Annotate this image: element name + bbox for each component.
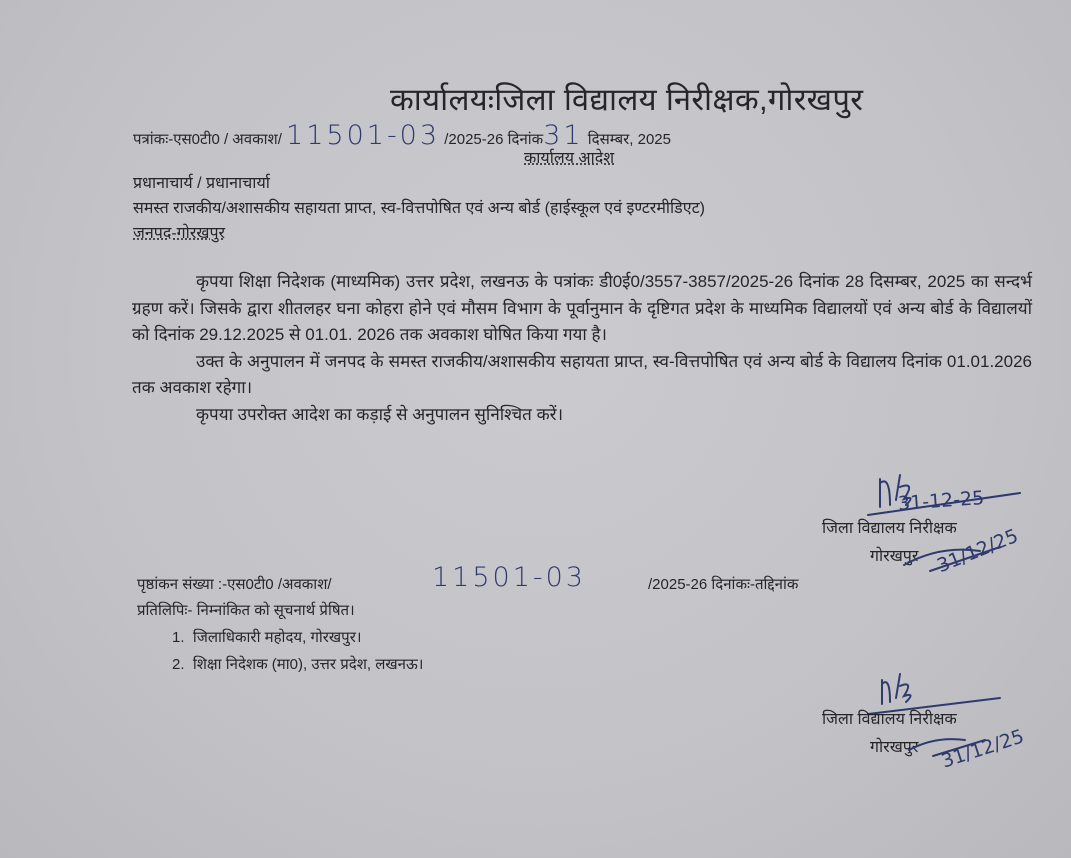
addressee-line-3: जनपद-गोरखपुर [133, 225, 226, 242]
signature-1-date-stamp: 31/12/25 [933, 524, 1022, 578]
signature-2-designation: जिला विद्यालय निरीक्षक [822, 711, 957, 728]
ref-prefix: पत्रांकः-एस0टी0 / अवकाश/ [133, 131, 282, 148]
ref-number-handwritten: 11501-03 [286, 120, 441, 151]
addressee-line-2: समस्त राजकीय/अशासकीय सहायता प्राप्त, स्व-वित्तपोषित एवं अन्य बोर्ड (हाईस्कूल एवं इण्टरमीडिएट) [133, 200, 705, 217]
addressee-line-1: प्रधानाचार्य / प्रधानाचार्या [133, 175, 270, 192]
paragraph-2: उक्त के अनुपालन में जनपद के समस्त राजकीय/अशासकीय सहायता प्राप्त, स्व-वित्तपोषित एवं अन्य बोर्ड के विद्यालय दिनांक 01.01.2026 तक अवकाश रहेगा। [132, 351, 1032, 398]
ref-day-handwritten: 31 [543, 120, 584, 151]
recipient-2: 2. शिक्षा निदेशक (मा0), उत्तर प्रदेश, लखनऊ। [172, 656, 424, 673]
ref-suffix: /2025-26 दिनांक [444, 131, 544, 148]
office-title: कार्यालयःजिला विद्यालय निरीक्षक,गोरखपुर [390, 82, 864, 117]
order-heading: कार्यालय आदेश [524, 150, 615, 167]
endorsement-number-handwritten: 11501-03 [432, 562, 586, 593]
endorsement-suffix: /2025-26 दिनांकः-तद्दिनांक [648, 576, 799, 593]
ref-date: दिसम्बर, 2025 [587, 131, 671, 148]
signature-2-place: गोरखपुर [870, 739, 919, 756]
endorsement-prefix: पृष्ठांकन संख्या :-एस0टी0 /अवकाश/ [137, 576, 332, 593]
copy-label: प्रतिलिपिः- निम्नांकित को सूचनार्थ प्रेषित। [137, 602, 355, 619]
order-body [132, 269, 1032, 429]
signature-1-place: गोरखपुर [870, 548, 919, 565]
signature-2-date-stamp: 31/12/25 [938, 725, 1027, 773]
paragraph-3: कृपया उपरोक्त आदेश का कड़ाई से अनुपालन सुनिश्चित करें। [196, 404, 564, 424]
signature-1-date: 31-12-25 [897, 487, 985, 515]
recipient-1: 1. जिलाधिकारी महोदय, गोरखपुर। [172, 629, 362, 646]
signature-1-designation: जिला विद्यालय निरीक्षक [822, 520, 957, 537]
paragraph-1: कृपया शिक्षा निदेशक (माध्यमिक) उत्तर प्रदेश, लखनऊ के पत्रांकः डी0ई0/3557-3857/2025-26 दिनांक 28 दिसम्बर, 2025 का सन्दर्भ ग्रहण करें। जिसके द्वारा शीतलहर घना कोहरा होने एवं मौसम विभाग के पूर्वानुमान के दृष्टिगत प्रदेश के माध्यमिक विद्यालयों एवं अन्य बोर्ड के विद्यालयों को दिनांक 29.12.2025 से 01.01. 2026 तक अवकाश घोषित किया गया है। [132, 272, 1032, 345]
